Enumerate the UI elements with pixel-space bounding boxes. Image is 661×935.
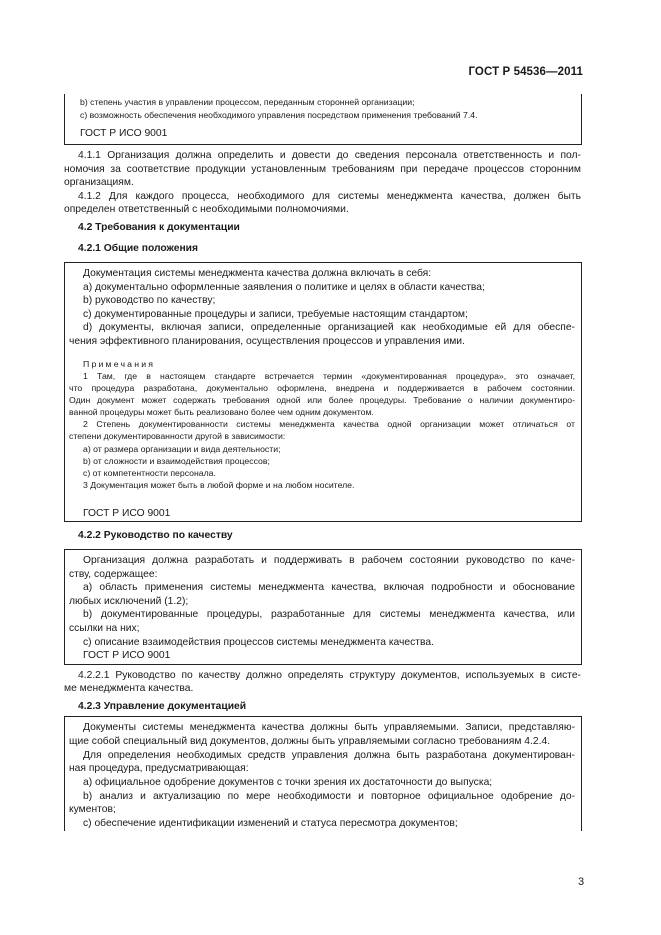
paragraph-line: щие собой специальный вид документов, должны быть управляемыми согласно требованиям 4.2.4.: [69, 736, 551, 747]
section-heading-4-2-3: 4.2.3 Управление документацией: [78, 701, 247, 712]
note-line: 2 Степень документированности системы менеджмента качества одной организации может отличаться от: [83, 419, 575, 429]
notes-title: Примечания: [83, 359, 156, 369]
clause-4-1-1-line: организациям.: [64, 177, 134, 188]
paragraph-line: ству, содержащее:: [69, 569, 158, 580]
section-heading-4-2-1: 4.2.1 Общие положения: [78, 243, 198, 254]
clause-4-1-1-line: номочия за соответствие продукции установленным требованиям при передаче процессов сторонним: [64, 164, 581, 175]
list-item-b: b) руководство по качеству;: [83, 295, 216, 306]
standard-reference: ГОСТ Р ИСО 9001: [83, 508, 171, 519]
paragraph-line: ная процедура, предусматривающая:: [69, 763, 249, 774]
quoted-standard-box-1: [64, 94, 582, 145]
section-heading-4-2-2: 4.2.2 Руководство по качеству: [78, 530, 233, 541]
list-item-d-cont: чения эффективного планирования, осуществления процессов и управления ими.: [69, 336, 465, 347]
list-item-c: c) обеспечение идентификации изменений и статуса пересмотра документов;: [83, 818, 458, 829]
clause-4-1-2-line: 4.1.2 Для каждого процесса, необходимого для системы менеджмента качества, должен быть: [78, 191, 581, 202]
list-item-b-cont: кументов;: [69, 804, 116, 815]
list-item-a: a) документально оформленные заявления о политике и целях в области качества;: [83, 282, 485, 293]
list-item-b-cont: ссылки на них;: [69, 623, 140, 634]
note-line: a) от размера организации и вида деятельности;: [83, 444, 281, 454]
note-line: 1 Там, где в настоящем стандарте встречается термин «документированная процедура», это означает,: [83, 371, 575, 381]
quoted-standard-box-2: [64, 262, 582, 522]
note-line: ванной процедуры может быть реализовано более чем одним документом.: [69, 407, 374, 417]
list-item-c: c) документированные процедуры и записи, требуемые настоящим стандартом;: [83, 309, 468, 320]
clause-4-2-2-1-line: 4.2.2.1 Руководство по качеству должно определять структуру документов, используемых в систе-: [78, 670, 581, 681]
note-line: c) от компетентности персонала.: [83, 468, 216, 478]
list-item-b: b) степень участия в управлении процессом, переданным сторонней организации;: [80, 97, 415, 107]
list-item-a: a) область применения системы менеджмента качества, включая подробности и обоснование: [83, 582, 575, 593]
list-item-a-cont: любых исключений (1.2);: [69, 596, 189, 607]
paragraph-line: Документы системы менеджмента качества должны быть управляемыми. Записи, представляю-: [83, 722, 575, 733]
note-line: 3 Документация может быть в любой форме и на любом носителе.: [83, 480, 355, 490]
clause-4-1-2-line: определен ответственный с необходимыми полномочиями.: [64, 204, 349, 215]
clause-4-2-2-1-line: ме менеджмента качества.: [64, 683, 194, 694]
standard-reference: ГОСТ Р ИСО 9001: [83, 650, 171, 661]
note-line: b) от сложности и взаимодействия процессов;: [83, 456, 270, 466]
document-id: ГОСТ Р 54536—2011: [468, 66, 583, 78]
section-heading-4-2: 4.2 Требования к документации: [78, 222, 240, 233]
note-line: что процедура разработана, документально оформлена, внедрена и поддерживается в рабочем состоянии.: [69, 383, 575, 393]
paragraph-line: Для определения необходимых средств управления должна быть разработана документирован-: [83, 750, 575, 761]
quoted-standard-box-3: [64, 549, 582, 665]
page-number: 3: [578, 876, 585, 888]
clause-4-1-1-line: 4.1.1 Организация должна определить и довести до сведения персонала ответственность и пол-: [78, 150, 581, 161]
paragraph-line: Документация системы менеджмента качества должна включать в себя:: [83, 268, 432, 279]
list-item-a: a) официальное одобрение документов с точки зрения их достаточности до выпуска;: [83, 777, 493, 788]
note-line: степени документированности другой в зависимости:: [69, 431, 286, 441]
note-line: Один документ может содержать требования одной или более процедуры. Требование о наличии документиро-: [69, 395, 575, 405]
list-item-b: b) анализ и актуализацию по мере необходимости и повторное официальное одобрение до-: [83, 791, 575, 802]
list-item-c: c) возможность обеспечения необходимого управления посредством применения требований 7.4.: [80, 110, 478, 120]
paragraph-line: Организация должна разработать и поддерживать в рабочем состоянии руководство по каче-: [83, 555, 575, 566]
list-item-d: d) документы, включая записи, определенные организацией как необходимые ей для обеспе-: [83, 322, 575, 333]
quoted-standard-box-4: [64, 716, 582, 831]
standard-reference: ГОСТ Р ИСО 9001: [80, 128, 168, 139]
list-item-c: c) описание взаимодействия процессов системы менеджмента качества.: [83, 637, 434, 648]
list-item-b: b) документированные процедуры, разработанные для системы менеджмента качества, или: [83, 609, 575, 620]
